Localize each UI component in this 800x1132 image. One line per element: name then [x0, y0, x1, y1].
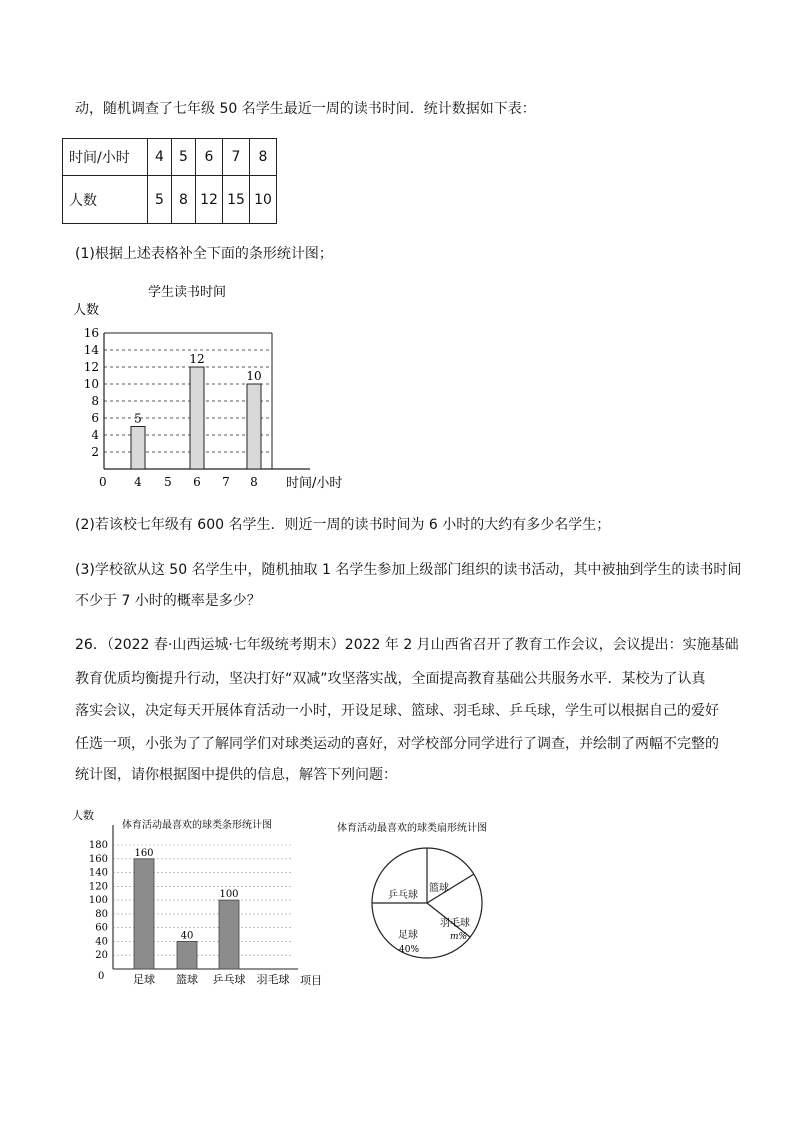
- chart2-x-tick: 乒乓球: [212, 973, 246, 986]
- pie-label-badminton: 羽毛球: [440, 918, 470, 929]
- pie-value-football: 40%: [399, 945, 420, 955]
- problem-26-line-3: 落实会议，决定每天开展体育活动一小时，开设足球、篮球、羽毛球、乒乓球，学生可以根据自己的爱好: [75, 703, 719, 719]
- chart3-title: 体育活动最喜欢的球类扇形统计图: [337, 823, 487, 834]
- pie-label-pingpong: 乒乓球: [388, 890, 418, 901]
- chart2-y-tick: 140: [88, 867, 108, 879]
- question-1: (1)根据上述表格补全下面的条形统计图；: [75, 246, 333, 262]
- chart1-data-label: 12: [189, 352, 205, 366]
- intro-text: 动，随机调查了七年级 50 名学生最近一周的读书时间．统计数据如下表：: [75, 101, 536, 117]
- chart2-y-tick: 100: [88, 895, 108, 907]
- question-3-line-1: (3)学校欲从这 50 名学生中，随机抽取 1 名学生参加上级部门组织的读书活动，其中被抽到学生的读书时间: [75, 562, 742, 578]
- table-row-header-count: 人数: [63, 176, 148, 224]
- chart1-x-tick: 7: [222, 475, 230, 489]
- chart1-y-tick: 16: [83, 326, 99, 340]
- chart1-y-tick: 14: [83, 343, 99, 357]
- chart1-x-tick: 6: [193, 475, 201, 489]
- chart2-y-tick: 180: [88, 840, 108, 851]
- chart1-origin: 0: [99, 475, 107, 489]
- table-cell: 5: [148, 176, 172, 224]
- chart1-x-tick: 5: [164, 475, 172, 489]
- chart2-x-tick: 羽毛球: [256, 973, 290, 986]
- problem-26-line-2: 教育优质均衡提升行动，坚决打好“双减”攻坚落实战，全面提高教育基础公共服务水平．某校为了认真: [75, 671, 706, 687]
- table-cell: 10: [250, 176, 277, 224]
- pie-label-football: 足球: [398, 930, 418, 941]
- chart1-y-tick: 12: [83, 360, 99, 374]
- table-cell: 4: [148, 139, 172, 176]
- chart2-y-tick: 60: [95, 922, 108, 934]
- chart1-data-label: 10: [246, 369, 262, 383]
- table-cell: 6: [196, 139, 223, 176]
- table-cell: 12: [196, 176, 223, 224]
- question-3-line-2: 不少于 7 小时的概率是多少？: [75, 593, 261, 609]
- problem-26-line-4: 任选一项，小张为了了解同学们对球类运动的喜好，对学校部分同学进行了调查，并绘制了两幅不完整的: [75, 736, 719, 752]
- chart2-y-tick: 80: [95, 908, 108, 920]
- table-row-header-time: 时间/小时: [63, 139, 148, 176]
- chart1-xlabel: 时间/小时: [286, 476, 343, 491]
- table-cell: 8: [250, 139, 277, 176]
- chart2-data-label: 160: [134, 847, 154, 859]
- chart2-y-tick: 120: [88, 881, 108, 893]
- chart2-title: 体育活动最喜欢的球类条形统计图: [122, 820, 272, 831]
- chart1-y-tick: 4: [91, 428, 99, 442]
- chart1-y-tick: 10: [83, 377, 99, 391]
- chart1-y-tick: 8: [91, 394, 99, 408]
- chart2-ylabel: 人数: [72, 809, 94, 822]
- chart2-origin: 0: [98, 971, 105, 982]
- pie-label-basketball: 篮球: [429, 883, 449, 894]
- chart1-x-tick: 4: [134, 475, 142, 489]
- chart1-y-tick: 6: [91, 411, 99, 425]
- chart2-xlabel: 项目: [300, 974, 322, 987]
- chart2-x-tick: 足球: [133, 973, 155, 986]
- chart2-data-label: 40: [180, 930, 194, 942]
- chart1-title: 学生读书时间: [148, 285, 227, 300]
- chart1-data-label: 5: [134, 411, 142, 426]
- chart1-ylabel: 人数: [73, 303, 100, 318]
- table-cell: 15: [223, 176, 250, 224]
- pie-value-badminton: m%: [450, 932, 468, 942]
- problem-26-line-1: 26．（2022 春·山西运城·七年级统考期末）2022 年 2 月山西省召开了教育工作会议，会议提出：实施基础: [75, 637, 739, 653]
- chart2-y-tick: 160: [88, 853, 108, 865]
- chart2-data-label: 100: [219, 889, 239, 901]
- question-2: (2)若该校七年级有 600 名学生．则近一周的读书时间为 6 小时的大约有多少名学生；: [75, 517, 611, 533]
- chart2-y-tick: 20: [95, 950, 108, 962]
- table-cell: 5: [172, 139, 196, 176]
- table-cell: 8: [172, 176, 196, 224]
- chart1-x-tick: 8: [250, 475, 258, 489]
- table-cell: 7: [223, 139, 250, 176]
- chart2-x-tick: 篮球: [176, 973, 198, 986]
- problem-26-line-5: 统计图，请你根据图中提供的信息，解答下列问题：: [75, 767, 397, 783]
- chart1-y-tick: 2: [91, 445, 99, 459]
- chart2-y-tick: 40: [95, 936, 108, 948]
